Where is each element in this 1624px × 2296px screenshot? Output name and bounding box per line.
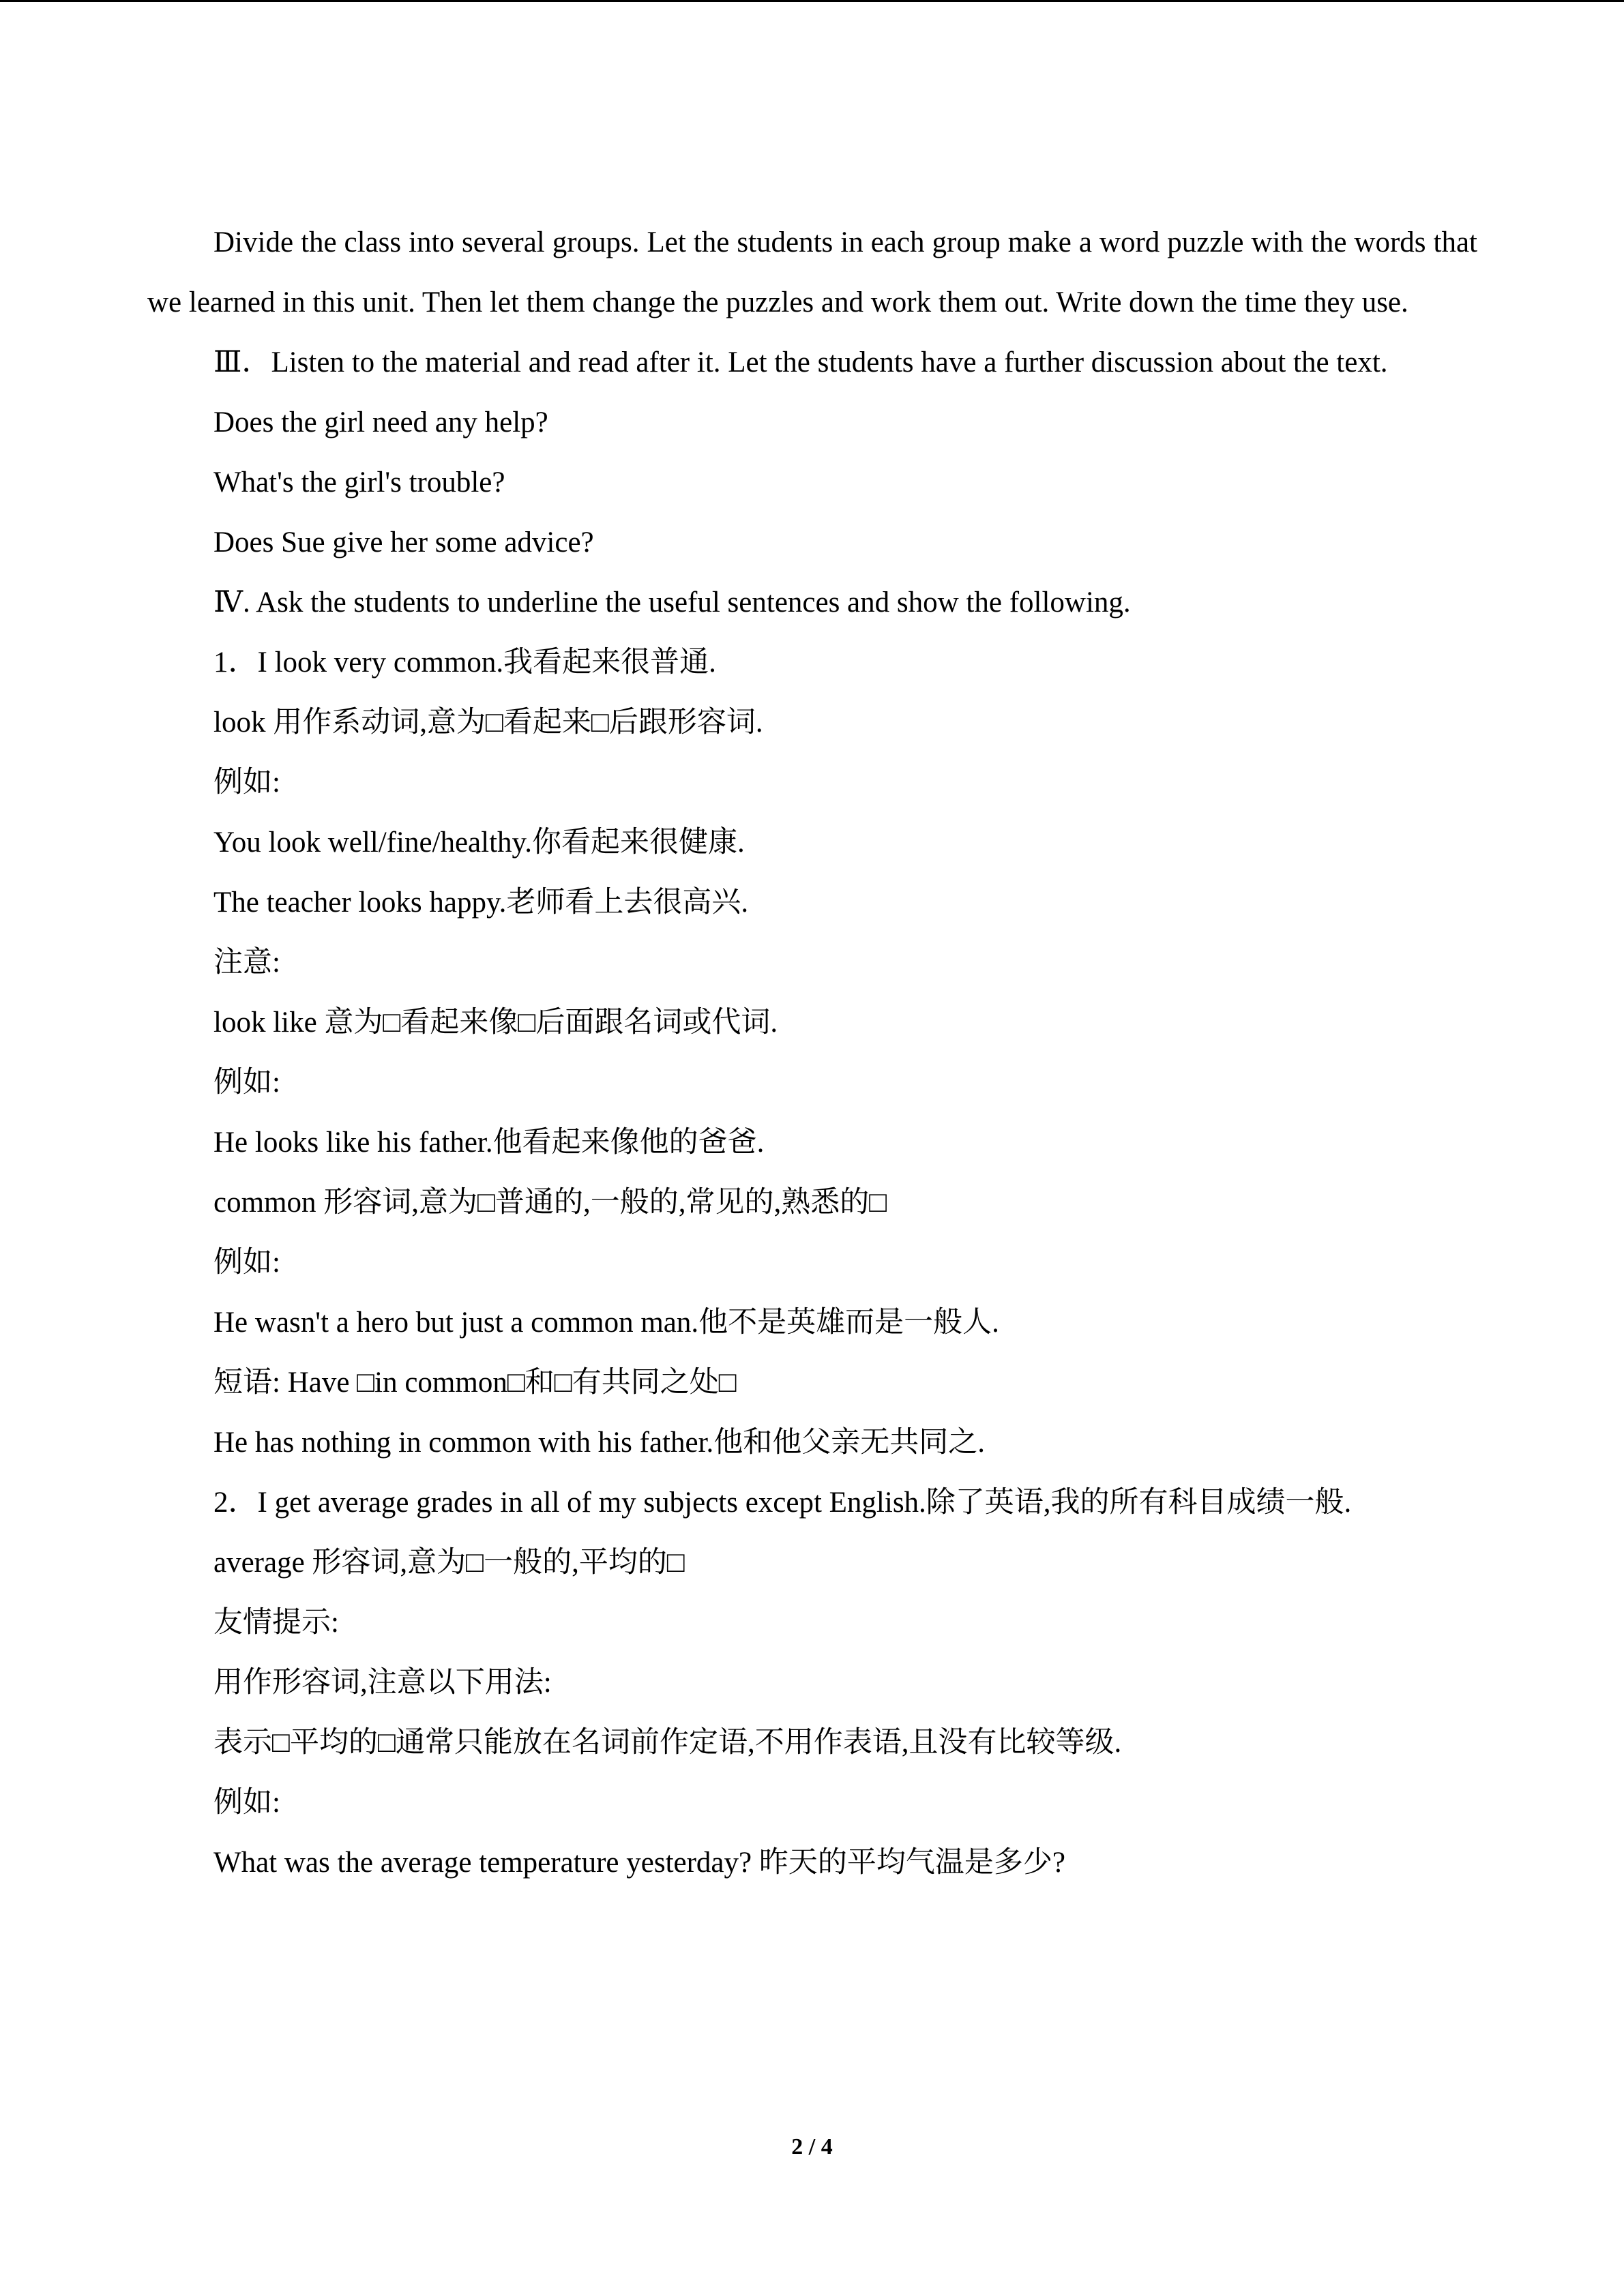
point-2-sentence: 2．I get average grades in all of my subjects except English.除了英语,我的所有科目成绩一般. — [213, 1487, 1352, 1519]
point-1-explanation: look 用作系动词,意为□看起来□后跟形容词. — [213, 706, 763, 739]
common-explanation: common 形容词,意为□普通的,一般的,常见的,熟悉的□ — [213, 1187, 887, 1219]
look-like-explanation: look like 意为□看起来像□后面跟名词或代词. — [213, 1007, 778, 1039]
paragraph-section-iii: Ⅲ．Listen to the material and read after it. Let the students have a further discussion about the text. — [213, 346, 1388, 378]
note-label: 注意: — [213, 946, 280, 979]
example-sentence: You look well/fine/healthy.你看起来很健康. — [213, 826, 745, 859]
paragraph-group-activity: Divide the class into several groups. Let the students in each group make a word puzzle with the words that we learned in this unit. Then let them change the puzzles and work them out. Write down the time they use. — [147, 226, 1477, 318]
usage-detail: 表示□平均的□通常只能放在名词前作定语,不用作表语,且没有比较等级. — [213, 1727, 1122, 1759]
example-sentence: He has nothing in common with his father.他和他父亲无共同之. — [213, 1427, 986, 1459]
example-sentence: The teacher looks happy.老师看上去很高兴. — [213, 886, 749, 919]
page-number: 2 / 4 — [791, 2134, 833, 2160]
average-explanation: average 形容词,意为□一般的,平均的□ — [213, 1547, 685, 1579]
example-sentence: He looks like his father.他看起来像他的爸爸. — [213, 1127, 765, 1159]
example-sentence: He wasn't a hero but just a common man.他不是英雄而是一般人. — [213, 1307, 999, 1339]
phrase-note: 短语: Have □in common□和□有共同之处□ — [213, 1367, 737, 1399]
example-label: 例如: — [213, 766, 280, 799]
example-sentence: What was the average temperature yesterday? 昨天的平均气温是多少? — [213, 1847, 1065, 1879]
question-1: Does the girl need any help? — [213, 406, 548, 438]
tip-label: 友情提示: — [213, 1607, 339, 1639]
question-3: Does Sue give her some advice? — [213, 526, 594, 558]
document-body — [147, 213, 1477, 1893]
example-label: 例如: — [213, 1787, 280, 1819]
example-label: 例如: — [213, 1067, 280, 1099]
example-label: 例如: — [213, 1247, 280, 1279]
paragraph-section-iv: Ⅳ. Ask the students to underline the useful sentences and show the following. — [213, 586, 1131, 618]
top-border-line — [0, 0, 1624, 2]
usage-note: 用作形容词,注意以下用法: — [213, 1667, 552, 1699]
question-2: What's the girl's trouble? — [213, 466, 505, 498]
point-1-sentence: 1．I look very common.我看起来很普通. — [213, 646, 716, 679]
